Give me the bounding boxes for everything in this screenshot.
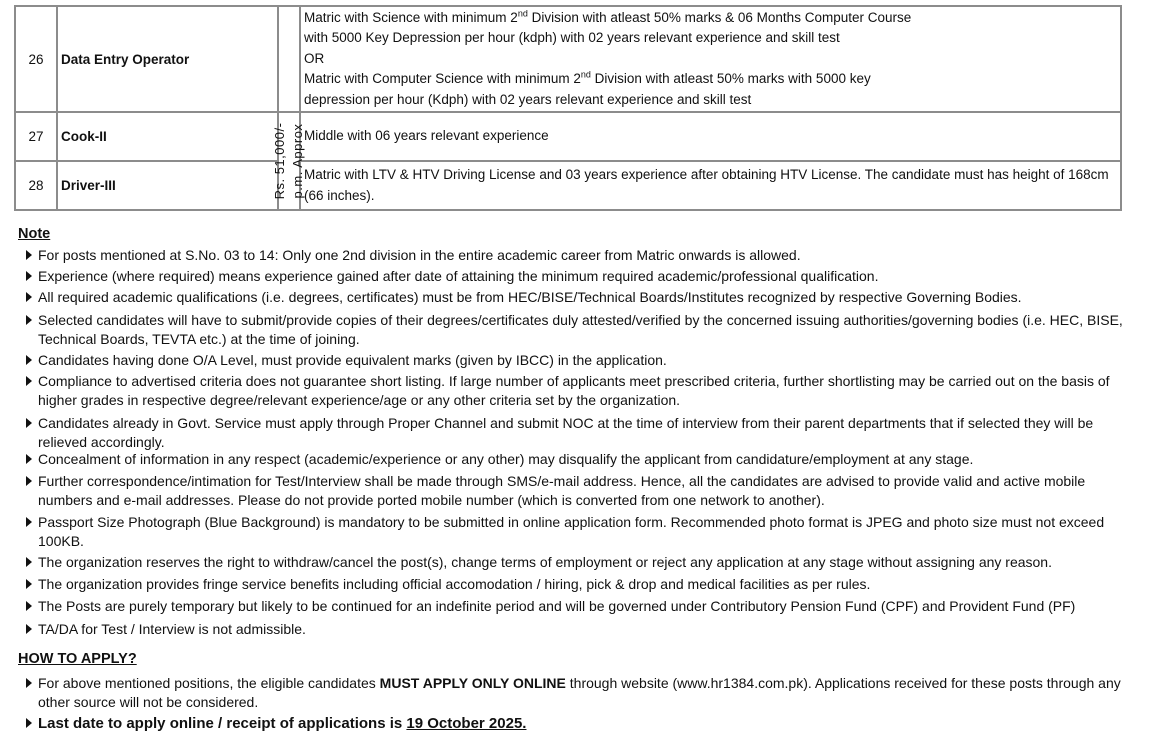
note-list — [20, 246, 1140, 639]
list-item — [20, 674, 1140, 712]
req-text: Matric with Science with minimum 2 — [304, 9, 518, 25]
list-item — [20, 553, 1140, 572]
requirement: Matric with LTV & HTV Driving License and 03 years experience after obtaining HTV License. The candidate must has height of 168cm (66 inches). — [300, 161, 1121, 210]
list-item — [20, 513, 1140, 551]
jobs-table — [14, 5, 1122, 211]
superscript: nd — [517, 8, 528, 19]
list-item — [20, 714, 1140, 733]
note-text: Compliance to advertised criteria does not guarantee short listing. If large number of applicants meet prescribed criteria, further shortlisting may be carried out on the basis of higher grades in respective degree/relevant experience/age or any other criteria set by the organization. — [38, 373, 1110, 408]
list-item — [20, 311, 1140, 349]
apply-list — [20, 674, 1140, 733]
list-item — [20, 414, 1140, 450]
note-text: Candidates having done O/A Level, must provide equivalent marks (given by IBCC) in the application. — [38, 352, 667, 368]
serial-number: 26 — [15, 6, 57, 112]
pay-scale-cell — [272, 112, 305, 210]
pay-scale — [271, 123, 307, 200]
bullet-icon — [26, 250, 32, 260]
note-title: Note — [18, 226, 51, 242]
req-text: depression per hour (Kdph) with 02 years relevant experience and skill test — [304, 91, 752, 107]
serial-number: 28 — [15, 161, 57, 210]
superscript: nd — [580, 69, 591, 80]
bullet-icon — [26, 557, 32, 567]
bullet-icon — [26, 292, 32, 302]
bullet-icon — [26, 355, 32, 365]
bullet-icon — [26, 718, 32, 728]
note-text: Further correspondence/intimation for Test/Interview shall be made through SMS/e-mail address. Hence, all the candidates are advised to provide valid and active mobile numbers and e-mail addresses. Please do not provide ported mobile number (which is converted from one network to another). — [38, 473, 1086, 508]
table-row — [15, 6, 1121, 112]
list-item — [20, 372, 1140, 410]
note-text: Experience (where required) means experience gained after date of attaining the minimum required academic/professional qualification. — [38, 268, 879, 284]
list-item — [20, 597, 1140, 616]
req-or: OR — [304, 50, 325, 66]
post-name: Data Entry Operator — [57, 6, 278, 112]
apply-text: through website (www.hr1384.com.pk). Applications received for these posts through any other source will not be considered. — [38, 675, 1121, 710]
serial-number: 27 — [15, 112, 57, 161]
req-text: Division with atleast 50% marks with 5000 key — [590, 71, 871, 87]
note-text: Passport Size Photograph (Blue Background) is mandatory to be submitted in online application form. Recommended photo format is JPEG and photo size must not exceed 100KB. — [38, 514, 1105, 549]
requirement — [300, 6, 1121, 112]
pay-cell-empty — [278, 6, 300, 112]
bullet-icon — [26, 601, 32, 611]
req-text: Division with atleast 50% marks & 06 Months Computer Course — [527, 9, 912, 25]
how-to-apply-title: HOW TO APPLY? — [18, 651, 137, 667]
note-text: For posts mentioned at S.No. 03 to 14: Only one 2nd division in the entire academic career from Matric onwards is allowed. — [38, 247, 801, 263]
apply-emphasis: MUST APPLY ONLY ONLINE — [379, 675, 566, 691]
note-text: The organization reserves the right to withdraw/cancel the post(s), change terms of employment or reject any application at any stage without assigning any reason. — [38, 554, 1052, 570]
bullet-icon — [26, 678, 32, 688]
note-text: The organization provides fringe service benefits including official accomodation / hiring, pick & drop and medical facilities as per rules. — [38, 576, 871, 592]
bullet-icon — [26, 418, 32, 428]
pay-scale-amount: Rs. 51,000/- — [272, 122, 287, 200]
pay-scale-period: p.m. Approx — [290, 123, 305, 199]
bullet-icon — [26, 579, 32, 589]
bullet-icon — [26, 517, 32, 527]
requirement: Middle with 06 years relevant experience — [300, 112, 1121, 161]
note-text: All required academic qualifications (i.e. degrees, certificates) must be from HEC/BISE/Technical Boards/Institutes recognized by respective Governing Bodies. — [38, 289, 1022, 305]
bullet-icon — [26, 376, 32, 386]
post-name: Cook-II — [57, 112, 278, 161]
note-text: Candidates already in Govt. Service must apply through Proper Channel and submit NOC at the time of interview from their parent departments that if selected they will be relieved accordingly. — [38, 415, 1094, 450]
apply-text: For above mentioned positions, the eligible candidates — [38, 675, 380, 691]
note-text: Concealment of information in any respect (academic/experience or any other) may disqualify the applicant from candidature/employment at any stage. — [38, 451, 974, 467]
bullet-icon — [26, 271, 32, 281]
table-row — [15, 161, 1121, 210]
list-item — [20, 246, 1140, 265]
req-text: Matric with Computer Science with minimum 2 — [304, 71, 581, 87]
list-item — [20, 472, 1140, 510]
list-item — [20, 267, 1140, 286]
list-item — [20, 620, 1140, 639]
list-item — [20, 575, 1140, 594]
post-name: Driver-III — [57, 161, 278, 210]
bullet-icon — [26, 454, 32, 464]
bullet-icon — [26, 476, 32, 486]
list-item — [20, 450, 1140, 469]
note-text: Selected candidates will have to submit/provide copies of their degrees/certificates duly attested/verified by the concerned issuing authorities/governing bodies (i.e. HEC, BISE, Technical Boards, TEVTA etc.) at the time of joining. — [38, 312, 1123, 347]
deadline-text: Last date to apply online / receipt of applications is — [38, 715, 407, 732]
table-row — [15, 112, 1121, 161]
bullet-icon — [26, 624, 32, 634]
bullet-icon — [26, 315, 32, 325]
note-text: The Posts are purely temporary but likely to be continued for an indefinite period and will be governed under Contributory Pension Fund (CPF) and Provident Fund (PF) — [38, 598, 1076, 614]
list-item — [20, 351, 1140, 370]
note-text: TA/DA for Test / Interview is not admissible. — [38, 621, 306, 637]
list-item — [20, 288, 1140, 307]
req-text: with 5000 Key Depression per hour (kdph) with 02 years relevant experience and skill test — [304, 30, 840, 46]
deadline-date: 19 October 2025. — [406, 715, 527, 732]
